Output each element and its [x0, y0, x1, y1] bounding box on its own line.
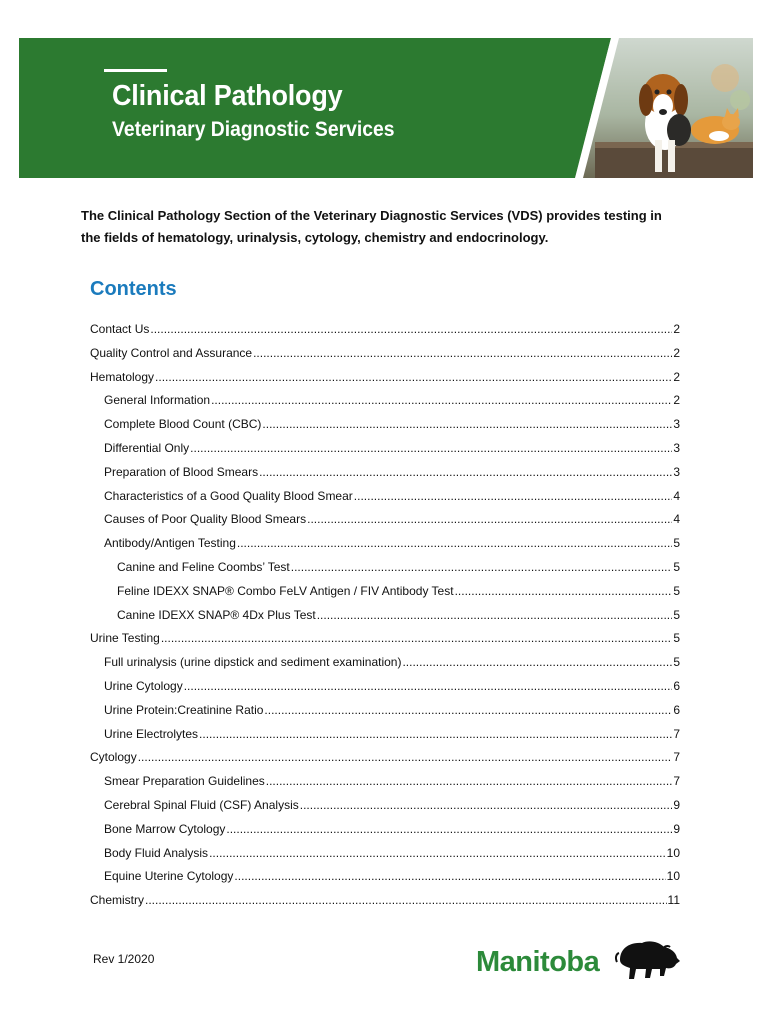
toc-entry[interactable] [90, 798, 680, 822]
toc-entry[interactable] [90, 465, 680, 489]
toc-leader-dots [262, 417, 672, 431]
toc-entry-title: Causes of Poor Quality Blood Smears [104, 512, 307, 527]
toc-entry-page: 5 [673, 607, 680, 622]
toc-entry[interactable] [90, 417, 680, 441]
intro-paragraph: The Clinical Pathology Section of the Veterinary Diagnostic Services (VDS) provides testing in the fields of hematology, urinalysis, cytology, chemistry and endocrinology. [81, 208, 662, 245]
bison-icon [614, 938, 682, 982]
toc-entry-page: 3 [673, 440, 680, 455]
toc-entry[interactable] [90, 750, 680, 774]
header-banner [19, 38, 753, 178]
toc-entry-title: Bone Marrow Cytology [104, 821, 226, 836]
title-rule [104, 69, 167, 72]
toc-leader-dots [455, 584, 673, 598]
toc-entry-page: 5 [673, 559, 680, 574]
toc-entry-title: Quality Control and Assurance [90, 345, 253, 360]
toc-entry[interactable] [90, 608, 680, 632]
toc-leader-dots [150, 322, 672, 336]
toc-entry[interactable] [90, 679, 680, 703]
toc-leader-dots [199, 727, 672, 741]
toc-entry[interactable] [90, 703, 680, 727]
toc-entry-title: Cerebral Spinal Fluid (CSF) Analysis [104, 797, 299, 812]
dog-and-cat-photo [575, 38, 753, 178]
toc-entry[interactable] [90, 655, 680, 679]
toc-leader-dots [209, 846, 666, 860]
toc-leader-dots [300, 798, 673, 812]
toc-entry-title: Equine Uterine Cytology [104, 869, 234, 884]
toc-entry-title: Contact Us [90, 322, 150, 336]
toc-entry-title: Canine and Feline Coombs’ Test [117, 559, 290, 574]
toc-entry[interactable] [90, 727, 680, 751]
toc-leader-dots [226, 822, 672, 836]
revision-label: Rev 1/2020 [93, 952, 155, 966]
toc-entry-page: 2 [673, 345, 680, 360]
toc-entry-page: 3 [673, 464, 680, 479]
toc-entry[interactable] [90, 346, 680, 370]
toc-entry-page: 2 [673, 393, 680, 408]
toc-entry-page: 5 [673, 583, 680, 598]
toc-entry-page: 2 [673, 322, 680, 336]
toc-entry-title: Smear Preparation Guidelines [104, 774, 265, 789]
toc-entry-page: 6 [673, 702, 680, 717]
toc-entry-page: 4 [673, 512, 680, 527]
table-of-contents [90, 322, 680, 917]
toc-entry[interactable] [90, 869, 680, 893]
toc-entry[interactable] [90, 536, 680, 560]
toc-entry[interactable] [90, 584, 680, 608]
toc-entry-page: 9 [673, 821, 680, 836]
page-subtitle: Veterinary Diagnostic Services [112, 118, 395, 141]
toc-entry-page: 10 [666, 869, 680, 884]
toc-entry-title: Full urinalysis (urine dipstick and sediment examination) [104, 655, 402, 670]
toc-entry-page: 5 [673, 655, 680, 670]
toc-leader-dots [317, 608, 673, 622]
toc-entry-page: 7 [673, 774, 680, 789]
toc-leader-dots [155, 370, 672, 384]
toc-leader-dots [237, 536, 672, 550]
toc-entry-title: Hematology [90, 369, 155, 384]
toc-entry[interactable] [90, 393, 680, 417]
toc-entry-page: 7 [673, 726, 680, 741]
page-title: Clinical Pathology [112, 80, 343, 112]
toc-leader-dots [190, 441, 672, 455]
toc-entry-page: 7 [673, 750, 680, 765]
toc-entry-page: 5 [673, 631, 680, 646]
toc-leader-dots [291, 560, 673, 574]
toc-entry[interactable] [90, 441, 680, 465]
toc-entry-page: 4 [673, 488, 680, 503]
toc-entry-title: Chemistry [90, 893, 145, 908]
toc-entry-page: 3 [673, 417, 680, 432]
toc-leader-dots [184, 679, 673, 693]
toc-leader-dots [266, 774, 673, 788]
toc-entry-page: 10 [666, 845, 680, 860]
toc-entry[interactable] [90, 822, 680, 846]
toc-entry-title: Canine IDEXX SNAP® 4Dx Plus Test [117, 607, 316, 622]
toc-entry[interactable] [90, 322, 680, 346]
toc-entry-title: Complete Blood Count (CBC) [104, 417, 262, 432]
toc-entry-title: Characteristics of a Good Quality Blood Smear [104, 488, 353, 503]
toc-entry-title: Urine Cytology [104, 678, 183, 693]
toc-leader-dots [307, 512, 672, 526]
toc-entry[interactable] [90, 774, 680, 798]
toc-entry-page: 5 [673, 536, 680, 551]
toc-entry[interactable] [90, 631, 680, 655]
toc-entry-page: 11 [667, 893, 680, 908]
toc-leader-dots [161, 631, 672, 645]
toc-leader-dots [354, 489, 673, 503]
manitoba-logo [476, 938, 682, 984]
contents-heading: Contents [90, 278, 177, 300]
toc-leader-dots [253, 346, 672, 360]
toc-entry-title: Body Fluid Analysis [104, 845, 209, 860]
logo-text: Manitoba [476, 946, 600, 978]
toc-leader-dots [402, 655, 672, 669]
toc-leader-dots [145, 893, 667, 907]
toc-entry[interactable] [90, 846, 680, 870]
toc-entry-title: Urine Testing [90, 631, 160, 646]
toc-entry-title: Urine Electrolytes [104, 726, 199, 741]
toc-leader-dots [234, 869, 665, 883]
toc-entry[interactable] [90, 893, 680, 917]
toc-leader-dots [211, 393, 672, 407]
toc-entry-title: Antibody/Antigen Testing [104, 536, 236, 551]
toc-entry-title: Preparation of Blood Smears [104, 464, 259, 479]
toc-entry-page: 9 [673, 797, 680, 812]
toc-entry[interactable] [90, 489, 680, 513]
toc-leader-dots [138, 750, 673, 764]
toc-entry-title: Differential Only [104, 440, 190, 455]
toc-entry-title: Feline IDEXX SNAP® Combo FeLV Antigen / FIV Antibody Test [117, 583, 454, 598]
toc-entry-title: Cytology [90, 750, 137, 765]
toc-entry[interactable] [90, 370, 680, 394]
toc-entry-title: Urine Protein:Creatinine Ratio [104, 702, 264, 717]
toc-entry[interactable] [90, 512, 680, 536]
toc-entry-page: 6 [673, 678, 680, 693]
toc-entry-page: 2 [673, 369, 680, 384]
toc-leader-dots [259, 465, 672, 479]
toc-entry-title: General Information [104, 393, 211, 408]
toc-entry[interactable] [90, 560, 680, 584]
toc-leader-dots [264, 703, 672, 717]
